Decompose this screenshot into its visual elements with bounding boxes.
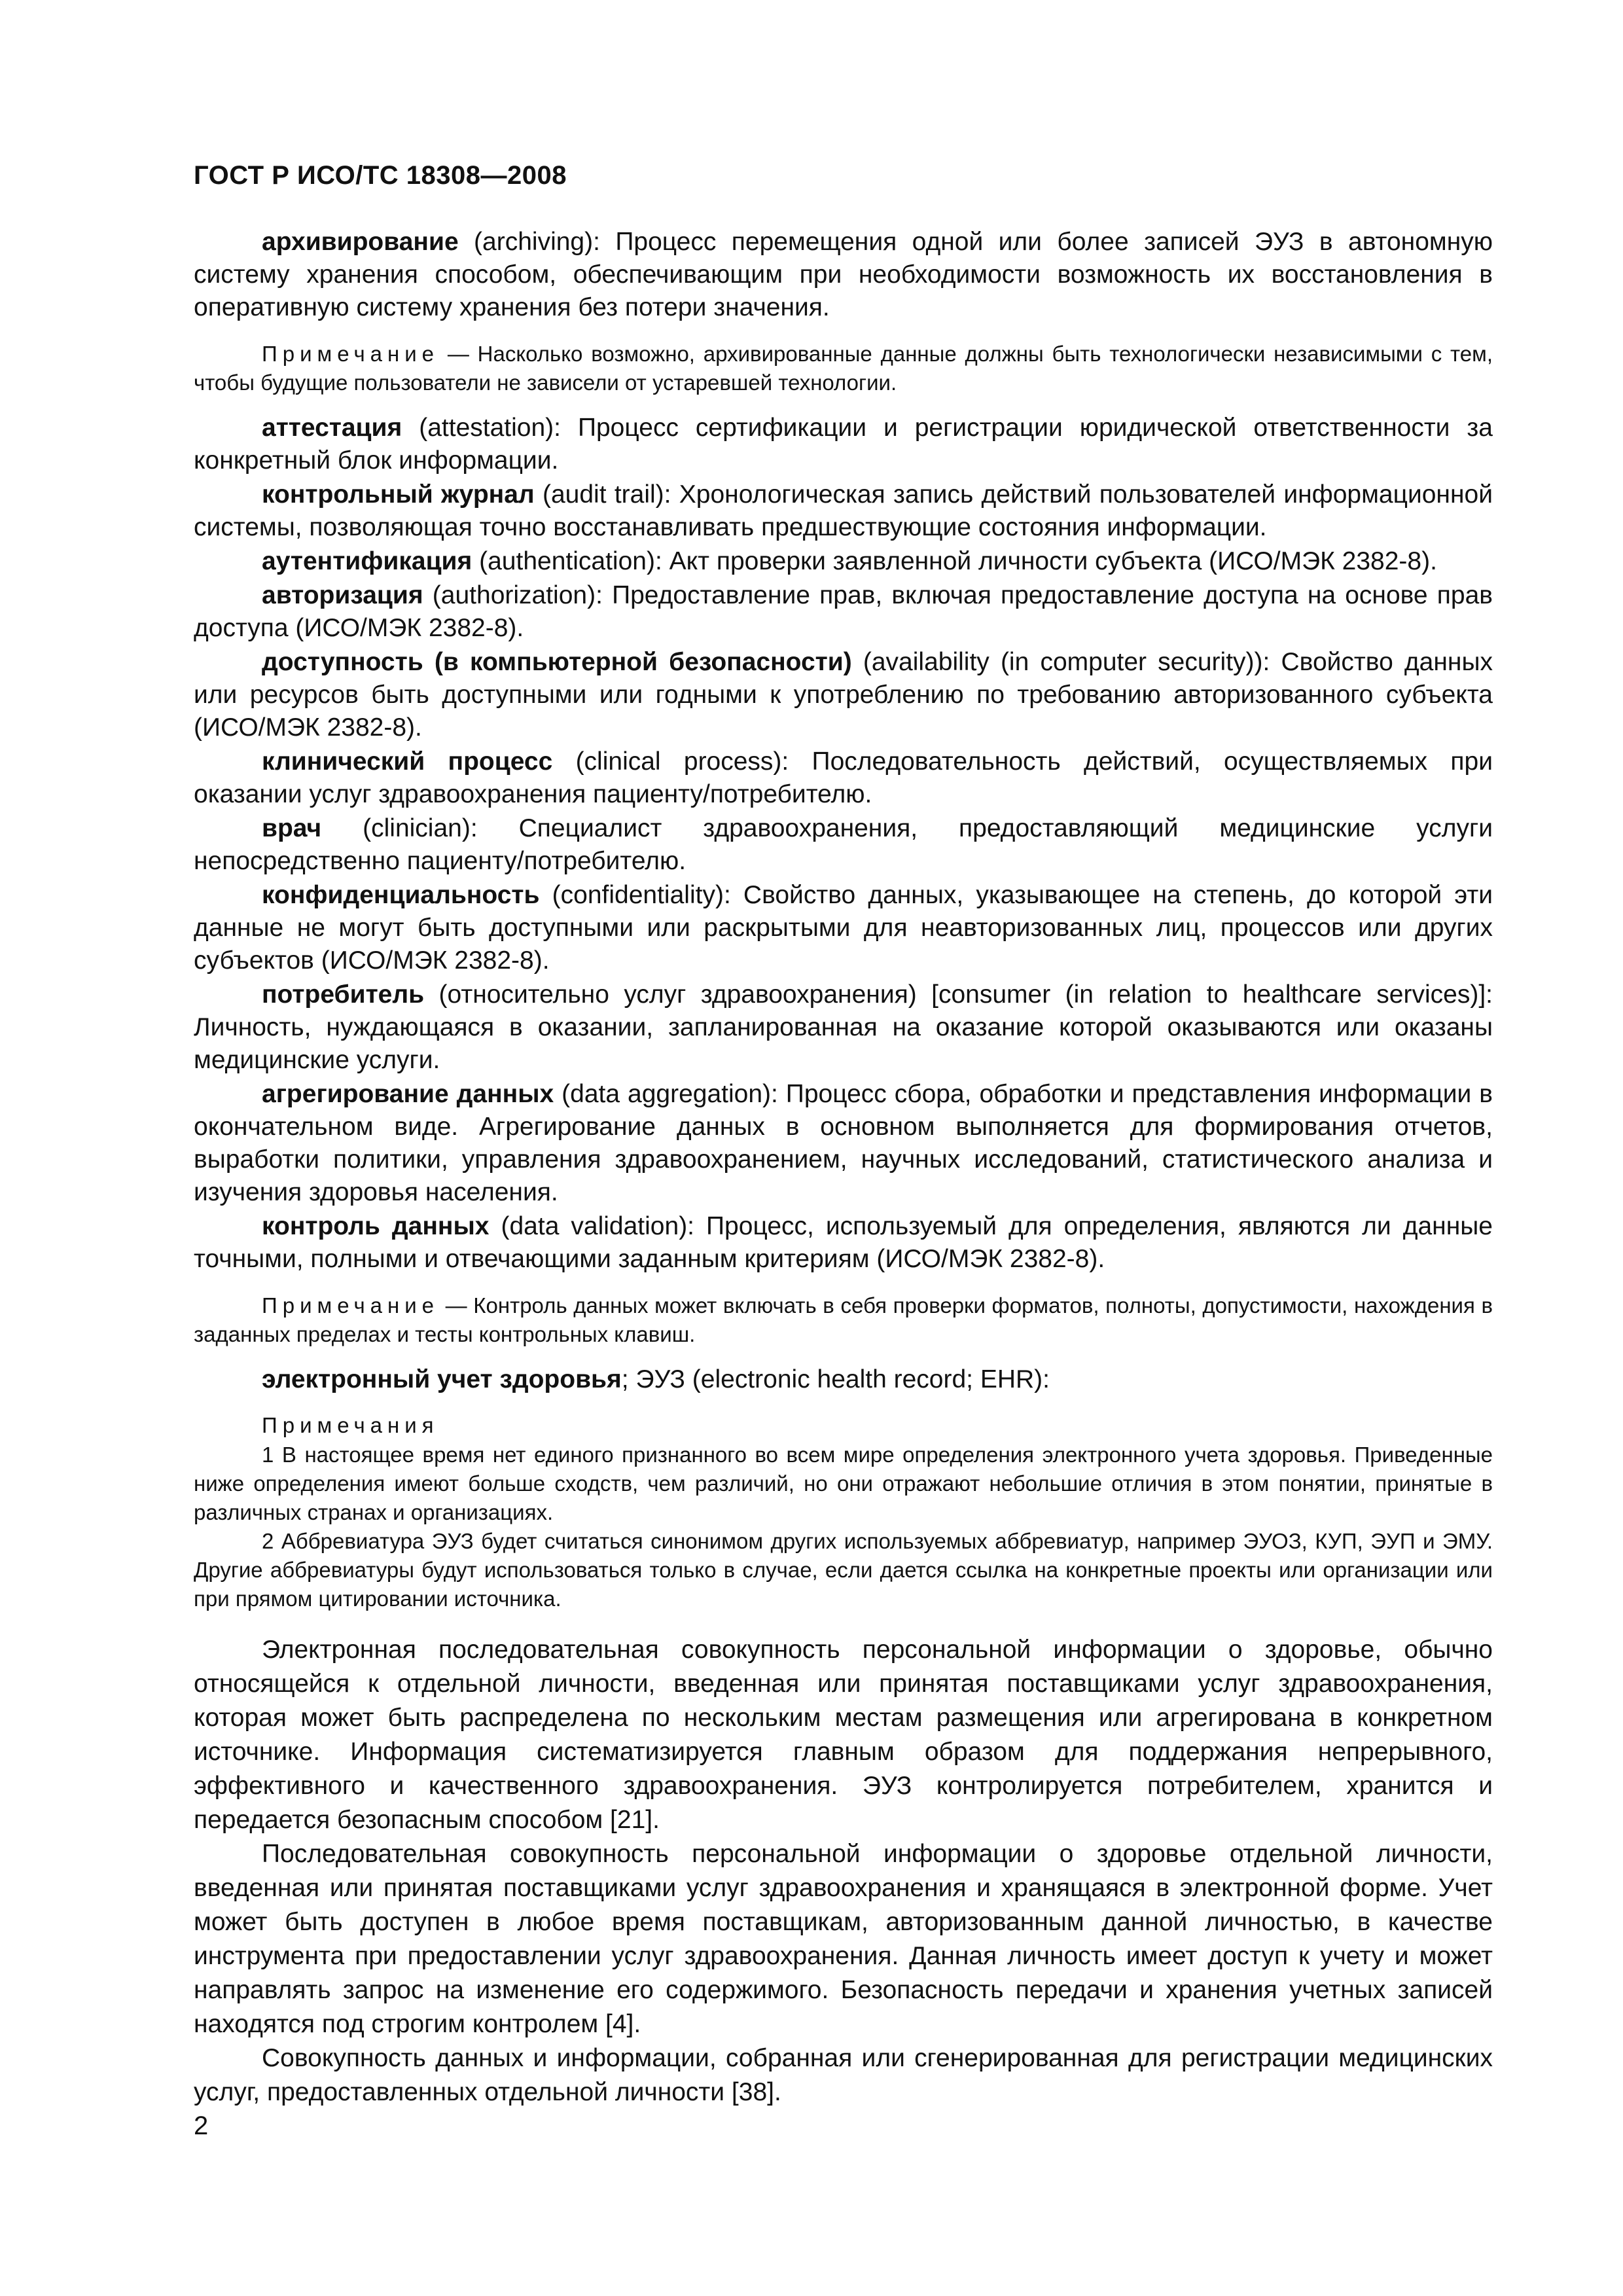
page-number: 2 xyxy=(194,2111,209,2140)
term-definition: (data validation): Процесс, используемый для определения, являются ли данные точными, полными и отвечающими заданным критериям (ИСО/МЭК 2382-8). xyxy=(194,1212,1493,1273)
term-definition: (clinical process): Последовательность действий, осуществляемых при оказании услуг здравоохранения пациенту/потребителю. xyxy=(194,747,1493,808)
note-archiving xyxy=(194,340,1493,397)
term-entry-data-aggregation xyxy=(194,1078,1493,1209)
ehr-definition-paragraph-1: Электронная последовательная совокупность персональной информации о здоровье, обычно относящейся к отдельной личности, введенная или принятая поставщиками услуг здравоохранения, которая может быть распределена по нескольким местам размещения или агрегирована в конкретном источнике. Информация систематизируется главным образом для поддержания непрерывного, эффективного и качественного здравоохранения. ЭУЗ контролируется потребителем, хранится и передается безопасным способом [21]. xyxy=(194,1636,1493,1834)
term-entry-availability xyxy=(194,646,1493,744)
term-entry-clinician xyxy=(194,812,1493,878)
term-definition: (authentication): Акт проверки заявленной личности субъекта (ИСО/МЭК 2382-8). xyxy=(472,547,1437,575)
term-definition: ; ЭУЗ (electronic health record; EHR): xyxy=(621,1365,1050,1393)
notes-heading: Примечания xyxy=(262,1413,439,1437)
term-name: потребитель xyxy=(262,980,425,1009)
document-code: ГОСТ Р ИСО/ТС 18308—2008 xyxy=(194,161,567,190)
term-entry-confidentiality xyxy=(194,879,1493,977)
note-ehr-2: 2 Аббревиатура ЭУЗ будет считаться синонимом других используемых аббревиатур, например ЭУОЗ, КУП, ЭУП и ЭМУ. Другие аббревиатуры будут использоваться только в случае, если дается ссылка на конкретные проекты или организации или при прямом цитировании источника. xyxy=(194,1529,1493,1611)
term-name: авторизация xyxy=(262,581,423,609)
term-definition: (clinician): Специалист здравоохранения, предоставляющий медицинские услуги непосредственно пациенту/потребителю. xyxy=(194,814,1493,875)
term-definition: (archiving): Процесс перемещения одной или более записей ЭУЗ в автономную систему хранения способом, обеспечивающим при необходимости возможность их восстановления в оперативную систему хранения без потери значения. xyxy=(194,228,1493,321)
note-text: — Насколько возможно, архивированные данные должны быть технологически независимыми с тем, чтобы будущие пользователи не зависели от устаревшей технологии. xyxy=(194,342,1493,395)
note-label: Примечание xyxy=(262,1293,440,1318)
term-name: доступность (в компьютерной безопасности) xyxy=(262,648,852,676)
term-name: аутентификация xyxy=(262,547,473,575)
term-name: архивирование xyxy=(262,228,459,256)
page-content xyxy=(194,224,1493,2109)
term-entry-attestation xyxy=(194,412,1493,477)
term-name: аттестация xyxy=(262,414,402,442)
term-entry-audit-trail xyxy=(194,478,1493,544)
ehr-definition-paragraph-2: Последовательная совокупность персональной информации о здоровье отдельной личности, введенная или принятая поставщиками услуг здравоохранения и хранящаяся в электронной форме. Учет может быть доступен в любое время поставщикам, авторизованным данной личностью, в качестве инструмента при предоставлении услуг здравоохранения. Данная личность имеет доступ к учету и может направлять запрос на изменение его содержимого. Безопасность передачи и хранения учетных записей находятся под строгим контролем [4]. xyxy=(194,1840,1493,2038)
term-name: контроль данных xyxy=(262,1212,490,1240)
term-entry-clinical-process xyxy=(194,745,1493,811)
term-definition: (confidentiality): Свойство данных, указывающее на степень, до которой эти данные не могут быть доступными или раскрытыми для неавторизованных лиц, процессов или других субъектов (ИСО/МЭК 2382-8). xyxy=(194,881,1493,975)
term-name: клинический процесс xyxy=(262,747,553,776)
term-definition: (availability (in computer security)): Свойство данных или ресурсов быть доступными или годными к употреблению по требованию авторизованного субъекта (ИСО/МЭК 2382-8). xyxy=(194,648,1493,742)
term-name: агрегирование данных xyxy=(262,1080,554,1108)
term-definition: (audit trail): Хронологическая запись действий пользователей информационной системы, позволяющая точно восстанавливать предшествующие состояния информации. xyxy=(194,480,1493,541)
note-label: Примечание xyxy=(262,342,440,366)
term-definition: (data aggregation): Процесс сбора, обработки и представления информации в окончательном виде. Агрегирование данных в основном выполняется для формирования отчетов, выработки политики, управления здравоохранением, научных исследований, статистического анализа и изучения здоровья населения. xyxy=(194,1080,1493,1206)
term-definition: (относительно услуг здравоохранения) [consumer (in relation to healthcare services)]: Личность, нуждающаяся в оказании, запланированная на оказание которой оказываются или оказаны медицинские услуги. xyxy=(194,980,1493,1074)
term-definition: (attestation): Процесс сертификации и регистрации юридической ответственности за конкретный блок информации. xyxy=(194,414,1493,475)
ehr-definition-paragraph-3: Совокупность данных и информации, собранная или сгенерированная для регистрации медицинских услуг, предоставленных отдельной личности [38]. xyxy=(194,2044,1493,2106)
term-entry-archiving xyxy=(194,226,1493,324)
term-entry-data-validation xyxy=(194,1210,1493,1276)
term-definition: (authorization): Предоставление прав, включая предоставление доступа на основе прав доступа (ИСО/МЭК 2382-8). xyxy=(194,581,1493,642)
term-entry-consumer xyxy=(194,978,1493,1077)
term-entry-authorization xyxy=(194,579,1493,645)
term-entry-authentication xyxy=(194,545,1493,578)
note-ehr-1: 1 В настоящее время нет единого признанного во всем мире определения электронного учета здоровья. Приведенные ниже определения имеют больше сходств, чем различий, но они отражают небольшие отличия в этом понятии, принятые в различных странах и организациях. xyxy=(194,1443,1493,1524)
note-data-validation xyxy=(194,1291,1493,1349)
term-entry-ehr xyxy=(194,1363,1493,1396)
term-name: конфиденциальность xyxy=(262,881,540,909)
term-name: контрольный журнал xyxy=(262,480,535,509)
term-name: врач xyxy=(262,814,322,842)
note-text: — Контроль данных может включать в себя проверки форматов, полноты, допустимости, нахождения в заданных пределах и тесты контрольных клавиш. xyxy=(194,1293,1493,1346)
term-name: электронный учет здоровья xyxy=(262,1365,622,1393)
